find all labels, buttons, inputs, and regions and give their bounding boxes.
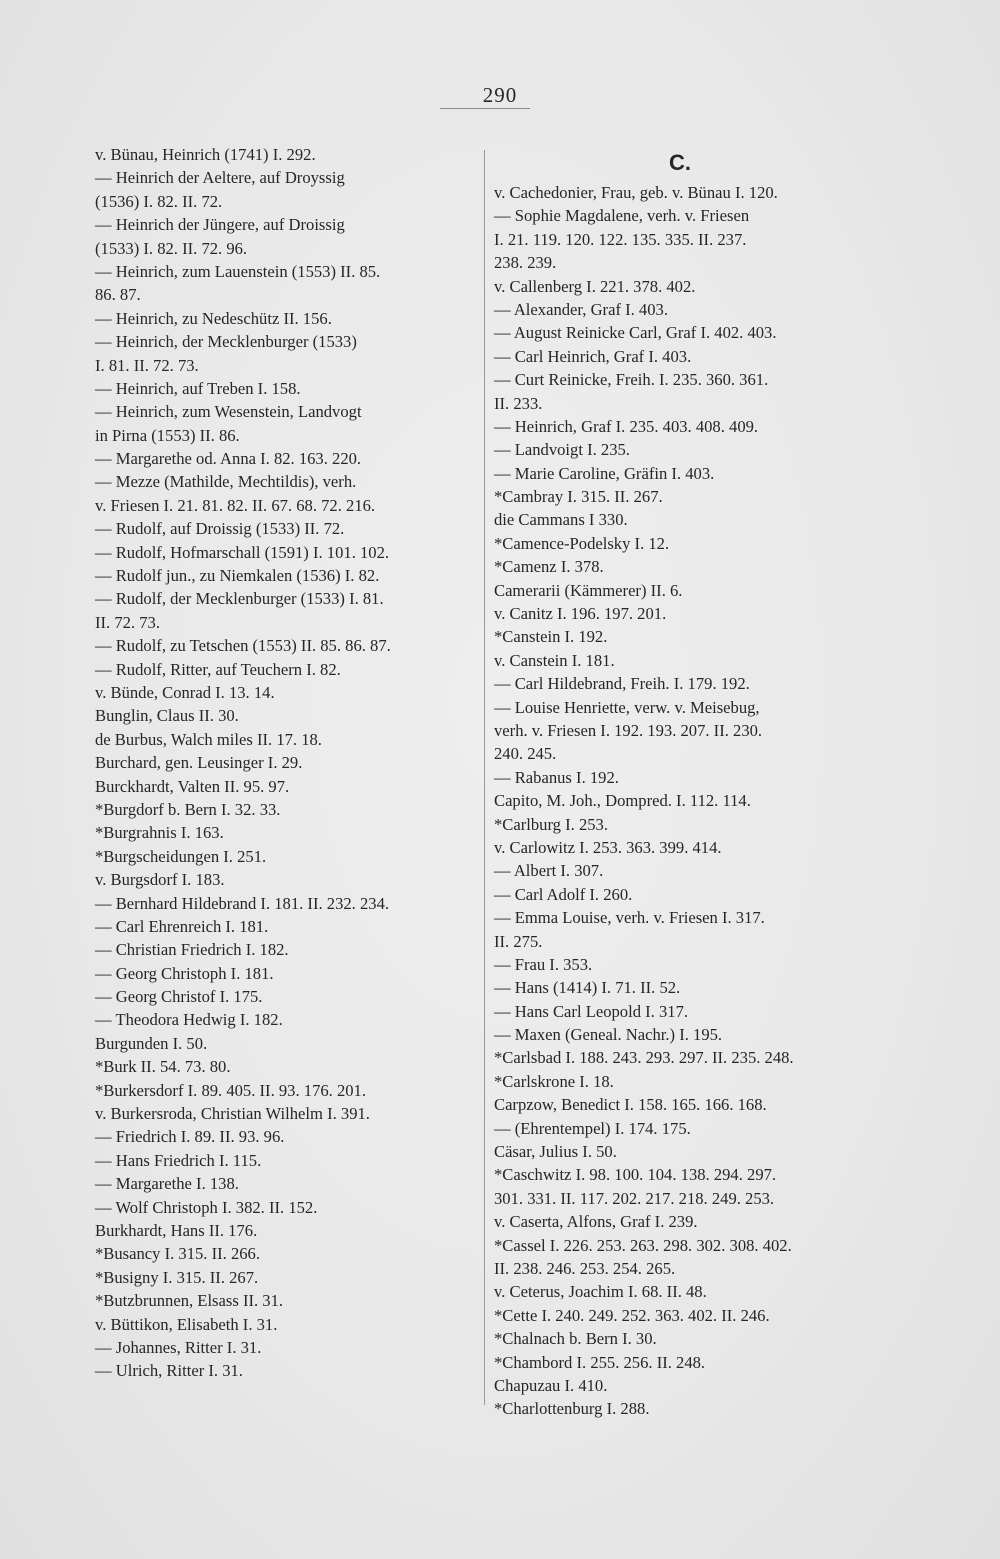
index-entry-line: — Rabanus I. 192. — [494, 767, 619, 787]
index-entry-line: v. Canitz I. 196. 197. 201. — [494, 604, 667, 624]
index-entry-line: — Frau I. 353. — [494, 954, 593, 974]
index-entry-line: v. Friesen I. 21. 81. 82. II. 67. 68. 72. 216. — [95, 495, 376, 515]
index-entry-line: — Heinrich, zum Wesenstein, Landvogt — [95, 402, 362, 422]
index-entry-line: *Busancy I. 315. II. 266. — [95, 1244, 260, 1264]
index-entry-line: — Heinrich, zum Lauenstein (1553) II. 85. — [95, 261, 381, 281]
index-entry-line: — Friedrich I. 89. II. 93. 96. — [95, 1127, 285, 1147]
index-entry-line: — Sophie Magdalene, verh. v. Friesen — [494, 206, 750, 226]
index-entry-line: *Burgscheidungen I. 251. — [95, 846, 267, 866]
index-entry-line: *Burk II. 54. 73. 80. — [95, 1057, 231, 1077]
page-number: 290 — [482, 83, 518, 107]
index-entry-line: 86. 87. — [95, 285, 141, 305]
index-entry-line: — Rudolf, der Mecklenburger (1533) I. 81. — [95, 589, 384, 609]
index-entry-line: — Heinrich, Graf I. 235. 403. 408. 409. — [494, 416, 759, 436]
index-entry-line: 301. 331. II. 117. 202. 217. 218. 249. 253. — [494, 1188, 775, 1208]
index-entry-line: — Rudolf, Ritter, auf Teuchern I. 82. — [95, 659, 341, 679]
index-entry-line: *Chalnach b. Bern I. 30. — [494, 1329, 657, 1349]
section-letter-heading: C. — [669, 150, 691, 175]
index-entry-line: — Carl Adolf I. 260. — [494, 884, 633, 904]
index-entry-line: Cäsar, Julius I. 50. — [494, 1142, 617, 1162]
index-entry-line: I. 21. 119. 120. 122. 135. 335. II. 237. — [494, 229, 747, 249]
index-entry-line: *Chambord I. 255. 256. II. 248. — [494, 1352, 706, 1372]
index-entry-line: *Caschwitz I. 98. 100. 104. 138. 294. 297. — [494, 1165, 777, 1185]
left-index-column — [95, 143, 473, 1383]
index-entry-line: — Christian Friedrich I. 182. — [95, 940, 289, 960]
index-entry-line: — Mezze (Mathilde, Mechtildis), verh. — [95, 472, 357, 492]
index-entry-line: *Cassel I. 226. 253. 263. 298. 302. 308. 402. — [494, 1235, 792, 1255]
index-entry-line: — Carl Ehrenreich I. 181. — [95, 916, 269, 936]
index-entry-line: *Cambray I. 315. II. 267. — [494, 487, 663, 507]
index-entry-line: (1536) I. 82. II. 72. — [95, 191, 223, 211]
index-entry-line: *Canstein I. 192. — [494, 627, 608, 647]
index-entry-line: v. Bünau, Heinrich (1741) I. 292. — [95, 145, 316, 164]
index-entry-line: — Georg Christoph I. 181. — [95, 963, 274, 983]
index-entry-line: *Burgdorf b. Bern I. 32. 33. — [95, 799, 281, 819]
index-entry-line: 238. 239. — [494, 253, 557, 273]
index-entry-line: Capito, M. Joh., Dompred. I. 112. 114. — [494, 791, 751, 811]
index-entry-line: *Butzbrunnen, Elsass II. 31. — [95, 1291, 284, 1311]
index-entry-line: II. 238. 246. 253. 254. 265. — [494, 1258, 676, 1278]
index-entry-line: Carpzow, Benedict I. 158. 165. 166. 168. — [494, 1095, 767, 1115]
index-entry-line: — Georg Christof I. 175. — [95, 987, 263, 1007]
index-entry-line: *Burgrahnis I. 163. — [95, 823, 224, 843]
index-entry-line: — August Reinicke Carl, Graf I. 402. 403. — [494, 323, 777, 343]
index-entry-line: — Curt Reinicke, Freih. I. 235. 360. 361. — [494, 370, 769, 390]
index-entry-line: — Albert I. 307. — [494, 861, 604, 881]
index-entry-line: — Rudolf, auf Droissig (1533) II. 72. — [95, 519, 345, 539]
index-entry-line: — Marie Caroline, Gräfin I. 403. — [494, 463, 715, 483]
index-entry-line: — Theodora Hedwig I. 182. — [95, 1010, 283, 1030]
index-entry-line: in Pirna (1553) II. 86. — [95, 425, 240, 445]
index-entry-line: *Carlskrone I. 18. — [494, 1071, 614, 1091]
index-entry-line: — Hans (1414) I. 71. II. 52. — [494, 978, 681, 998]
index-entry-line: — Heinrich, auf Treben I. 158. — [95, 378, 301, 398]
right-index-entries — [494, 181, 886, 1421]
index-entry-line: v. Cachedonier, Frau, geb. v. Bünau I. 120. — [494, 183, 778, 202]
index-entry-line: Burgunden I. 50. — [95, 1033, 208, 1053]
index-entry-line: die Cammans I 330. — [494, 510, 628, 530]
index-entry-line: v. Carlowitz I. 253. 363. 399. 414. — [494, 837, 722, 857]
index-entry-line: de Burbus, Walch miles II. 17. 18. — [95, 729, 322, 749]
index-entry-line: — Carl Heinrich, Graf I. 403. — [494, 346, 692, 366]
page-number-rule — [440, 108, 530, 109]
index-entry-line: — Rudolf, Hofmarschall (1591) I. 101. 102. — [95, 542, 390, 562]
index-entry-line: — Hans Carl Leopold I. 317. — [494, 1001, 689, 1021]
index-entry-line: II. 233. — [494, 393, 543, 413]
index-entry-line: — Heinrich der Jüngere, auf Droissig — [95, 215, 345, 235]
index-entry-line: (1533) I. 82. II. 72. 96. — [95, 238, 248, 258]
index-entry-line: — Wolf Christoph I. 382. II. 152. — [95, 1197, 318, 1217]
index-entry-line: *Carlburg I. 253. — [494, 814, 608, 834]
index-entry-line: v. Canstein I. 181. — [494, 650, 615, 670]
index-entry-line: v. Callenberg I. 221. 378. 402. — [494, 276, 696, 296]
index-entry-line: Burckhardt, Valten II. 95. 97. — [95, 776, 290, 796]
index-entry-line: v. Bünde, Conrad I. 13. 14. — [95, 682, 275, 702]
index-entry-line: Camerarii (Kämmerer) II. 6. — [494, 580, 683, 600]
index-entry-line: — (Ehrentempel) I. 174. 175. — [494, 1118, 691, 1138]
index-entry-line: — Alexander, Graf I. 403. — [494, 299, 668, 319]
index-entry-line: — Johannes, Ritter I. 31. — [95, 1337, 262, 1357]
index-entry-line: II. 72. 73. — [95, 612, 160, 632]
index-entry-line: — Heinrich, der Mecklenburger (1533) — [95, 332, 357, 352]
index-entry-line: II. 275. — [494, 931, 543, 951]
index-entry-line: v. Ceterus, Joachim I. 68. II. 48. — [494, 1282, 707, 1302]
index-entry-line: I. 81. II. 72. 73. — [95, 355, 199, 375]
column-divider — [484, 150, 485, 1405]
index-entry-line: Burchard, gen. Leusinger I. 29. — [95, 753, 303, 773]
index-entry-line: — Bernhard Hildebrand I. 181. II. 232. 234. — [95, 893, 390, 913]
index-entry-line: — Maxen (Geneal. Nachr.) I. 195. — [494, 1025, 723, 1045]
index-entry-line: — Ulrich, Ritter I. 31. — [95, 1361, 243, 1381]
index-entry-line: *Carlsbad I. 188. 243. 293. 297. II. 235. 248. — [494, 1048, 794, 1068]
index-entry-line: v. Büttikon, Elisabeth I. 31. — [95, 1314, 278, 1334]
index-entry-line: *Cette I. 240. 249. 252. 363. 402. II. 246. — [494, 1305, 770, 1325]
index-entry-line: *Camenz I. 378. — [494, 557, 604, 577]
index-entry-line: — Heinrich der Aeltere, auf Droyssig — [95, 168, 345, 188]
index-entry-line: — Heinrich, zu Nedeschütz II. 156. — [95, 308, 332, 328]
index-entry-line: *Busigny I. 315. II. 267. — [95, 1267, 259, 1287]
index-entry-line: — Louise Henriette, verw. v. Meisebug, — [494, 697, 760, 717]
index-entry-line: — Landvoigt I. 235. — [494, 440, 630, 460]
index-entry-line: *Burkersdorf I. 89. 405. II. 93. 176. 201. — [95, 1080, 366, 1100]
index-entry-line: v. Burgsdorf I. 183. — [95, 870, 225, 890]
index-entry-line: — Rudolf, zu Tetschen (1553) II. 85. 86. 87. — [95, 636, 391, 656]
index-entry-line: Burkhardt, Hans II. 176. — [95, 1220, 258, 1240]
index-entry-line: Chapuzau I. 410. — [494, 1375, 608, 1395]
index-entry-line: v. Burkersroda, Christian Wilhelm I. 391. — [95, 1104, 370, 1124]
index-entry-line: Bunglin, Claus II. 30. — [95, 706, 239, 726]
index-entry-line: — Margarethe I. 138. — [95, 1174, 239, 1194]
index-entry-line: — Hans Friedrich I. 115. — [95, 1150, 262, 1170]
index-entry-line: 240. 245. — [494, 744, 557, 764]
right-index-column — [494, 143, 886, 1421]
index-entry-line: *Camence-Podelsky I. 12. — [494, 533, 670, 553]
index-entry-line: v. Caserta, Alfons, Graf I. 239. — [494, 1212, 698, 1232]
index-entry-line: — Margarethe od. Anna I. 82. 163. 220. — [95, 449, 362, 469]
index-entry-line: *Charlottenburg I. 288. — [494, 1399, 650, 1419]
index-entry-line: — Emma Louise, verh. v. Friesen I. 317. — [494, 908, 765, 928]
index-entry-line: verh. v. Friesen I. 192. 193. 207. II. 230. — [494, 720, 763, 740]
index-entry-line: — Carl Hildebrand, Freih. I. 179. 192. — [494, 674, 750, 694]
index-entry-line: — Rudolf jun., zu Niemkalen (1536) I. 82. — [95, 566, 380, 586]
